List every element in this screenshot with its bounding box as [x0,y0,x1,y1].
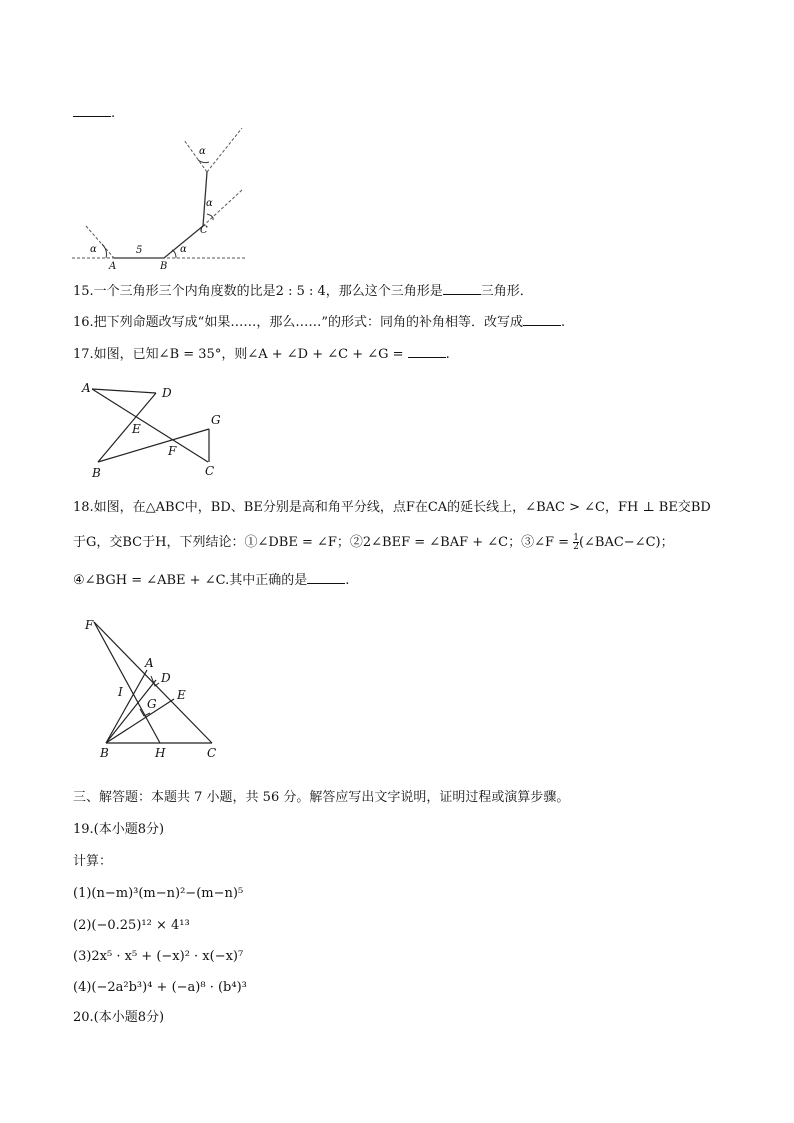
question-18-line-3: ④∠BGH = ∠ABE + ∠C.其中正确的是 . [73,573,350,588]
blank [408,345,446,358]
label-e: E [132,422,141,436]
question-18-line-2: 于G，交BC于H，下列结论：①∠DBE = ∠F；②2∠BEF = ∠BAF + ∠C；③∠F = $\frac{1}{2}$ (∠BAC−∠C)； [73,533,674,552]
section-3-heading: 三、解答题：本题共 7 小题，共 56 分。解答应写出文字说明，证明过程或演算步骤。 [73,790,570,805]
question-19-item-3: (3)2x⁵ · x⁵ + (−x)² · x(−x)⁷ [73,949,244,964]
label-e: E [177,688,186,702]
label-d: D [162,386,172,400]
question-19-item-2: (2)(−0.25)¹² × 4¹³ [73,918,190,933]
label-b: B [92,466,101,480]
question-17: 17.如图，已知∠B = 35°，则∠A + ∠D + ∠C + ∠G = . [73,347,450,362]
figure-two-triangles [78,378,228,480]
dashed-ext-top [207,128,242,172]
label-a: A [82,381,91,395]
question-19-title: 19.(本小题8分) [73,822,165,837]
answer-blank-top: . [73,104,115,123]
label-b: B [100,746,109,760]
label-c: C [207,746,217,760]
label-d: D [161,671,171,685]
question-18-line-1: 18.如图，在△ABC中，BD、BE分别是高和角平分线，点F在CA的延长线上，∠BAC > ∠C，FH ⊥ BE交BD [73,500,711,515]
label-c: C [205,464,215,478]
question-19-item-4: (4)(−2a²b³)⁴ + (−a)⁸ · (b⁴)³ [73,980,247,995]
line-f-c [94,622,212,743]
label-b: B [160,261,168,272]
label-c: C [200,225,208,236]
fraction-one-half: $\frac{1}{2}$ [573,533,579,552]
line-f-h [94,622,160,743]
line-d-b [98,393,156,462]
label-f: F [85,618,94,632]
blank [523,313,561,326]
figure-triangle-abc [82,612,227,762]
label-f: F [168,444,177,458]
line-a-d [92,389,156,393]
label-length-5: 5 [136,245,143,256]
label-h: H [155,746,166,760]
label-g: G [211,413,221,427]
angle-arc-a [102,244,107,258]
label-i: I [118,685,123,699]
line-b-g [98,429,209,462]
label-alpha-c: α [206,198,213,209]
blank [307,571,345,584]
figure-angle-path [72,126,247,272]
label-alpha-top: α [199,146,206,157]
question-20-title: 20.(本小题8分) [73,1010,165,1025]
label-alpha-b: α [180,244,187,255]
label-a: A [109,261,117,272]
blank [73,104,111,117]
label-alpha-a: α [90,244,97,255]
label-a: A [145,656,154,670]
angle-arc-c [207,214,213,220]
question-19-item-1: (1)(n−m)³(m−n)²−(m−n)⁵ [73,886,244,901]
question-19-intro: 计算： [73,854,113,869]
question-16: 16.把下列命题改写成“如果……，那么……”的形式：同角的补角相等．改写成 . [73,315,566,330]
label-g: G [147,697,157,711]
blank [443,282,481,295]
question-15: 15.一个三角形三个内角度数的比是2 : 5 : 4，那么这个三角形是 三角形． [73,284,533,299]
